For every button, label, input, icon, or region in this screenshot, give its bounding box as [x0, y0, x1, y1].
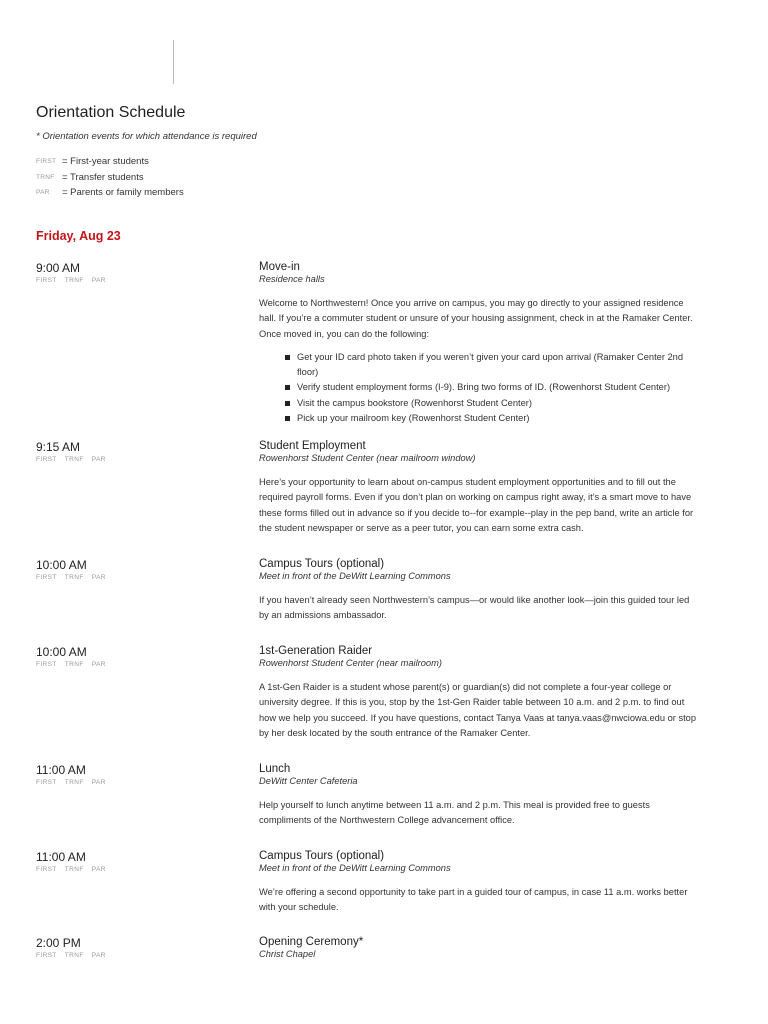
event-details — [259, 261, 699, 426]
audience-transfer: TRNF — [64, 661, 84, 668]
event-location: Residence halls — [259, 274, 325, 284]
audience-parents: PAR — [91, 277, 106, 284]
event-time-block — [36, 763, 236, 786]
legend-row-parents — [36, 185, 184, 201]
event-time-block — [36, 936, 236, 959]
legend-code: TRNF — [36, 173, 55, 181]
audience-transfer: TRNF — [64, 456, 84, 463]
audience-transfer: TRNF — [64, 952, 84, 959]
audience-parents: PAR — [91, 661, 106, 668]
event-time: 9:00 AM — [36, 261, 81, 275]
event-time-block — [36, 850, 236, 873]
event-time: 2:00 PM — [36, 936, 81, 950]
event-time: 10:00 AM — [36, 645, 87, 659]
audience-first: FIRST — [36, 574, 57, 581]
event-title: Move-in — [259, 261, 300, 273]
event-audience — [36, 779, 236, 786]
event-time-block — [36, 261, 236, 284]
day-heading: Friday, Aug 23 — [36, 229, 121, 243]
event-description: A 1st-Gen Raider is a student whose parent(s) or guardian(s) did not complete a four-year college or university degree. If this is you, stop by the 1st-Gen Raider table between 10 a.m. and 2 p.m. to find out how we help you succeed. If you have questions, contact Tanya Vaas at tanya.vaas@nwciowa.edu or stop by her desk located by the south entrance of the Ramaker Center. — [259, 682, 697, 738]
event-description: Help yourself to lunch anytime between 11 a.m. and 2 p.m. This meal is provided free to guests compliments of the Northwestern College advancement office. — [259, 800, 650, 826]
event-location: Meet in front of the DeWitt Learning Commons — [259, 863, 451, 873]
event-time: 11:00 AM — [36, 850, 86, 864]
event-audience — [36, 866, 236, 873]
audience-first: FIRST — [36, 952, 57, 959]
event-time-block — [36, 558, 236, 581]
event-title: Campus Tours (optional) — [259, 558, 385, 570]
event-audience — [36, 952, 236, 959]
audience-first: FIRST — [36, 661, 57, 668]
attendance-note: * Orientation events for which attendance is required — [36, 131, 257, 142]
audience-first: FIRST — [36, 277, 57, 284]
audience-parents: PAR — [91, 574, 106, 581]
legend-label: = Transfer students — [62, 171, 144, 183]
legend-code: PAR — [36, 189, 50, 197]
legend-row-transfer — [36, 170, 184, 186]
event-audience — [36, 661, 236, 668]
event-details — [259, 440, 699, 536]
event-time-block — [36, 440, 236, 463]
event-audience — [36, 277, 236, 284]
event-title: Student Employment — [259, 440, 366, 452]
audience-first: FIRST — [36, 779, 57, 786]
top-divider — [173, 40, 174, 84]
audience-transfer: TRNF — [64, 779, 84, 786]
event-time: 10:00 AM — [36, 558, 87, 572]
event-checklist — [259, 350, 699, 426]
audience-transfer: TRNF — [64, 866, 84, 873]
event-title: Campus Tours (optional) — [259, 850, 385, 862]
event-details — [259, 850, 699, 916]
event-location: Rowenhorst Student Center (near mailroom) — [259, 658, 442, 668]
event-details — [259, 645, 699, 741]
event-location: Rowenhorst Student Center (near mailroom window) — [259, 453, 476, 463]
audience-parents: PAR — [91, 779, 106, 786]
event-audience — [36, 456, 236, 463]
event-details — [259, 763, 699, 829]
event-details — [259, 936, 699, 959]
audience-transfer: TRNF — [64, 574, 84, 581]
legend-label: = First-year students — [62, 156, 149, 168]
list-item: Get your ID card photo taken if you weren’t given your card upon arrival (Ramaker Center 2nd floor) — [285, 350, 699, 381]
event-title: Opening Ceremony* — [259, 936, 364, 948]
list-item: Visit the campus bookstore (Rowenhorst Student Center) — [285, 396, 699, 411]
audience-transfer: TRNF — [64, 277, 84, 284]
event-time: 9:15 AM — [36, 440, 81, 454]
event-title: 1st-Generation Raider — [259, 645, 373, 657]
event-location: DeWitt Center Cafeteria — [259, 776, 358, 786]
event-description: If you haven’t already seen Northwestern’s campus—or would like another look—join this guided tour led by an admissions ambassador. — [259, 595, 690, 621]
audience-parents: PAR — [91, 456, 106, 463]
event-location: Christ Chapel — [259, 949, 316, 959]
event-time-block — [36, 645, 236, 668]
legend-row-first — [36, 154, 184, 170]
legend-label: = Parents or family members — [62, 187, 184, 199]
event-audience — [36, 574, 236, 581]
legend-code: FIRST — [36, 158, 57, 166]
event-description: We’re offering a second opportunity to take part in a guided tour of campus, in case 11 a.m. works better with your schedule. — [259, 887, 688, 913]
page-title: Orientation Schedule — [36, 104, 186, 121]
event-description: Here’s your opportunity to learn about on-campus student employment opportunities and to fill out the required payroll forms. Even if you don’t plan on working on campus right away, it’s a smart move to have these forms filled out in advance so if you decide to--for example--play in the pep band, write an article for the student newspaper or serve as a peer tutor, you can earn some extra cash. — [259, 477, 694, 533]
audience-parents: PAR — [91, 866, 106, 873]
audience-legend — [36, 154, 184, 201]
list-item: Pick up your mailroom key (Rowenhorst Student Center) — [285, 411, 699, 426]
audience-parents: PAR — [91, 952, 106, 959]
event-details — [259, 558, 699, 624]
event-title: Lunch — [259, 763, 291, 775]
list-item: Verify student employment forms (I-9). Bring two forms of ID. (Rowenhorst Student Center) — [285, 380, 699, 395]
event-description: Welcome to Northwestern! Once you arrive on campus, you may go directly to your assigned residence hall. If you’re a commuter student or unsure of your housing assignment, check in at the Ramaker Center. Once moved in, you can do the following: — [259, 298, 693, 339]
event-location: Meet in front of the DeWitt Learning Commons — [259, 571, 451, 581]
audience-first: FIRST — [36, 866, 57, 873]
audience-first: FIRST — [36, 456, 57, 463]
event-time: 11:00 AM — [36, 763, 86, 777]
